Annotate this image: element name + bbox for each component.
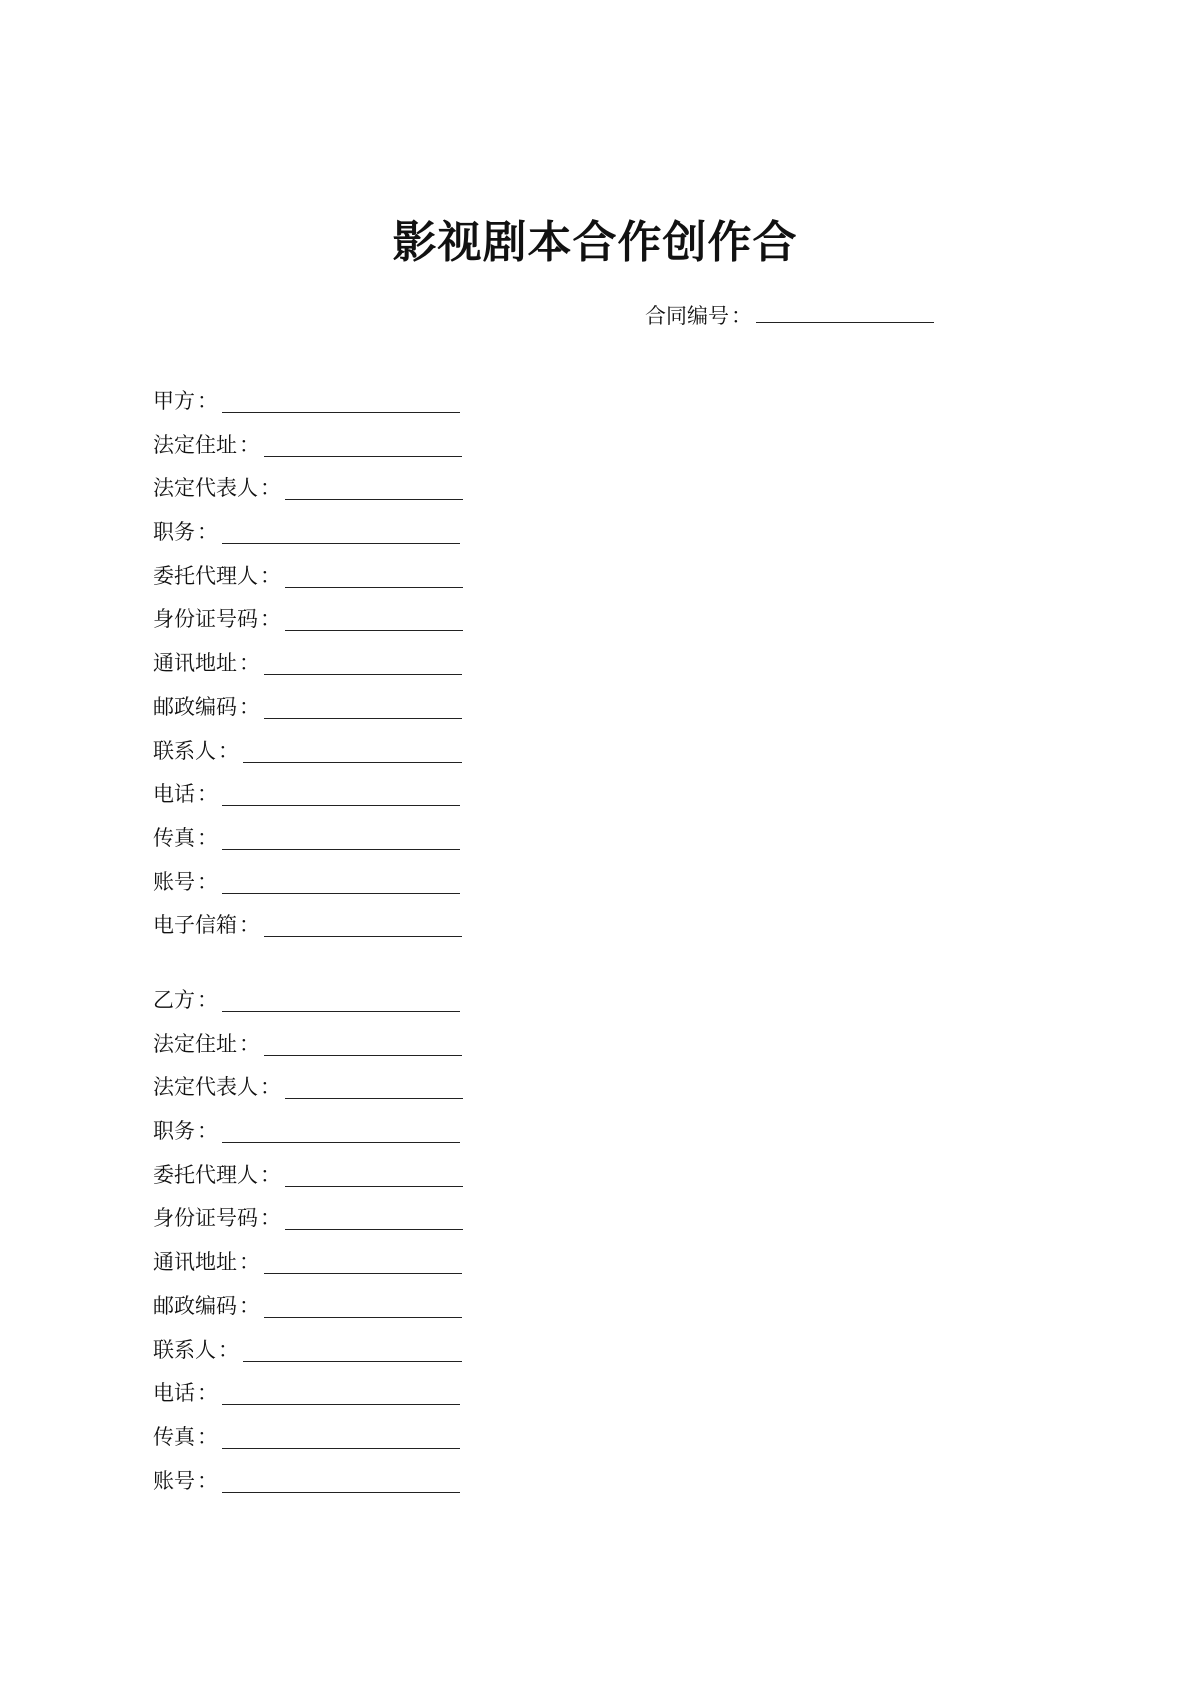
party-b-field-blank[interactable]: [285, 1160, 463, 1187]
colon: ：: [260, 1206, 281, 1231]
party-b-field-label: 法定住址: [153, 1031, 237, 1056]
party-a-field: [153, 561, 463, 605]
colon: ：: [260, 1162, 281, 1187]
party-b-field: [153, 1378, 463, 1422]
party-a-field: [153, 648, 463, 692]
party-a-field-blank[interactable]: [264, 692, 462, 719]
party-b-field-blank[interactable]: [285, 1203, 463, 1230]
party-b-field: [153, 1466, 463, 1510]
party-b-field: [153, 1247, 463, 1291]
party-a-field-blank[interactable]: [285, 604, 463, 631]
colon: ：: [197, 869, 218, 894]
party-a-field-label: 法定住址: [153, 432, 237, 457]
party-a-field-blank[interactable]: [264, 430, 462, 457]
party-a-field-blank[interactable]: [222, 823, 460, 850]
party-a-field-label: 委托代理人: [153, 563, 258, 588]
colon: ：: [239, 651, 260, 676]
party-a-field: [153, 430, 463, 474]
colon: ：: [218, 1337, 239, 1362]
party-b-field: [153, 1072, 463, 1116]
party-a-field: [153, 517, 463, 561]
party-a-field-label: 通讯地址: [153, 651, 237, 676]
colon: ：: [197, 825, 218, 850]
colon: ：: [197, 1424, 218, 1449]
colon: ：: [260, 607, 281, 632]
party-b-field-blank[interactable]: [264, 1291, 462, 1318]
party-b-field-blank[interactable]: [222, 1378, 460, 1405]
party-b-field: [153, 1335, 463, 1379]
party-b-field-blank[interactable]: [243, 1335, 462, 1362]
party-b-field: [153, 985, 463, 1029]
party-a-field-blank[interactable]: [285, 473, 463, 500]
party-a-field: [153, 386, 463, 430]
party-b-field-label: 联系人: [153, 1337, 216, 1362]
colon: ：: [260, 563, 281, 588]
colon: ：: [197, 520, 218, 545]
party-a-field-label: 身份证号码: [153, 607, 258, 632]
colon: ：: [239, 913, 260, 938]
party-b-field-blank[interactable]: [264, 1029, 462, 1056]
colon: ：: [197, 988, 218, 1012]
colon: ：: [260, 476, 281, 501]
colon: ：: [239, 1031, 260, 1056]
colon: ：: [260, 1075, 281, 1100]
colon: ：: [197, 1381, 218, 1406]
party-a-field-label: 甲方: [153, 389, 195, 413]
party-a-field-blank[interactable]: [264, 910, 462, 937]
party-b-field-blank[interactable]: [222, 985, 460, 1012]
colon: ：: [218, 738, 239, 763]
party-b-field-label: 通讯地址: [153, 1250, 237, 1275]
party-b-field-label: 法定代表人: [153, 1075, 258, 1100]
party-a-field-label: 邮政编码: [153, 694, 237, 719]
party-a-field-label: 电话: [153, 782, 195, 807]
party-b-field-label: 邮政编码: [153, 1293, 237, 1318]
party-b-field-label: 传真: [153, 1424, 195, 1449]
party-a-field: [153, 779, 463, 823]
party-b-field-label: 职务: [153, 1119, 195, 1144]
party-b-field-label: 委托代理人: [153, 1162, 258, 1187]
party-b-field: [153, 1291, 463, 1335]
party-b-field-label: 账号: [153, 1468, 195, 1493]
party-b-section: [153, 985, 463, 1509]
colon: ：: [239, 432, 260, 457]
colon: ：: [239, 1250, 260, 1275]
party-b-field-blank[interactable]: [222, 1116, 460, 1143]
colon: ：: [197, 782, 218, 807]
colon: ：: [197, 1119, 218, 1144]
party-a-field-blank[interactable]: [222, 779, 460, 806]
party-b-field-label: 电话: [153, 1381, 195, 1406]
party-b-field: [153, 1160, 463, 1204]
party-b-field: [153, 1116, 463, 1160]
party-a-field: [153, 604, 463, 648]
party-b-field-label: 乙方: [153, 988, 195, 1012]
party-a-section: [153, 386, 463, 954]
party-b-field: [153, 1422, 463, 1466]
party-a-field: [153, 823, 463, 867]
contract-number-blank[interactable]: [756, 296, 934, 323]
party-a-field-blank[interactable]: [222, 517, 460, 544]
party-a-field-label: 账号: [153, 869, 195, 894]
party-b-field-blank[interactable]: [264, 1247, 462, 1274]
party-a-field-blank[interactable]: [222, 386, 460, 413]
contract-number-label: 合同编号: [645, 304, 729, 328]
party-b-field-blank[interactable]: [222, 1422, 460, 1449]
party-a-field: [153, 910, 463, 954]
party-a-field: [153, 736, 463, 780]
party-b-field: [153, 1029, 463, 1073]
party-a-field-label: 法定代表人: [153, 476, 258, 501]
party-a-field: [153, 473, 463, 517]
party-a-field-label: 传真: [153, 825, 195, 850]
party-a-field: [153, 692, 463, 736]
party-a-field: [153, 867, 463, 911]
party-b-field-label: 身份证号码: [153, 1206, 258, 1231]
party-a-field-blank[interactable]: [285, 561, 463, 588]
party-a-field-blank[interactable]: [264, 648, 462, 675]
party-a-field-label: 联系人: [153, 738, 216, 763]
party-b-field-blank[interactable]: [222, 1466, 460, 1493]
party-a-field-blank[interactable]: [222, 867, 460, 894]
document-title: 影视剧本合作创作合: [392, 217, 798, 269]
party-a-field-label: 电子信箱: [153, 913, 237, 938]
colon: ：: [197, 389, 218, 413]
colon: ：: [239, 694, 260, 719]
colon: ：: [731, 304, 752, 328]
contract-number-field: [645, 296, 934, 331]
party-b-field-blank[interactable]: [285, 1072, 463, 1099]
party-b-field: [153, 1203, 463, 1247]
colon: ：: [239, 1293, 260, 1318]
colon: ：: [197, 1468, 218, 1493]
party-a-field-blank[interactable]: [243, 736, 462, 763]
party-a-field-label: 职务: [153, 520, 195, 545]
